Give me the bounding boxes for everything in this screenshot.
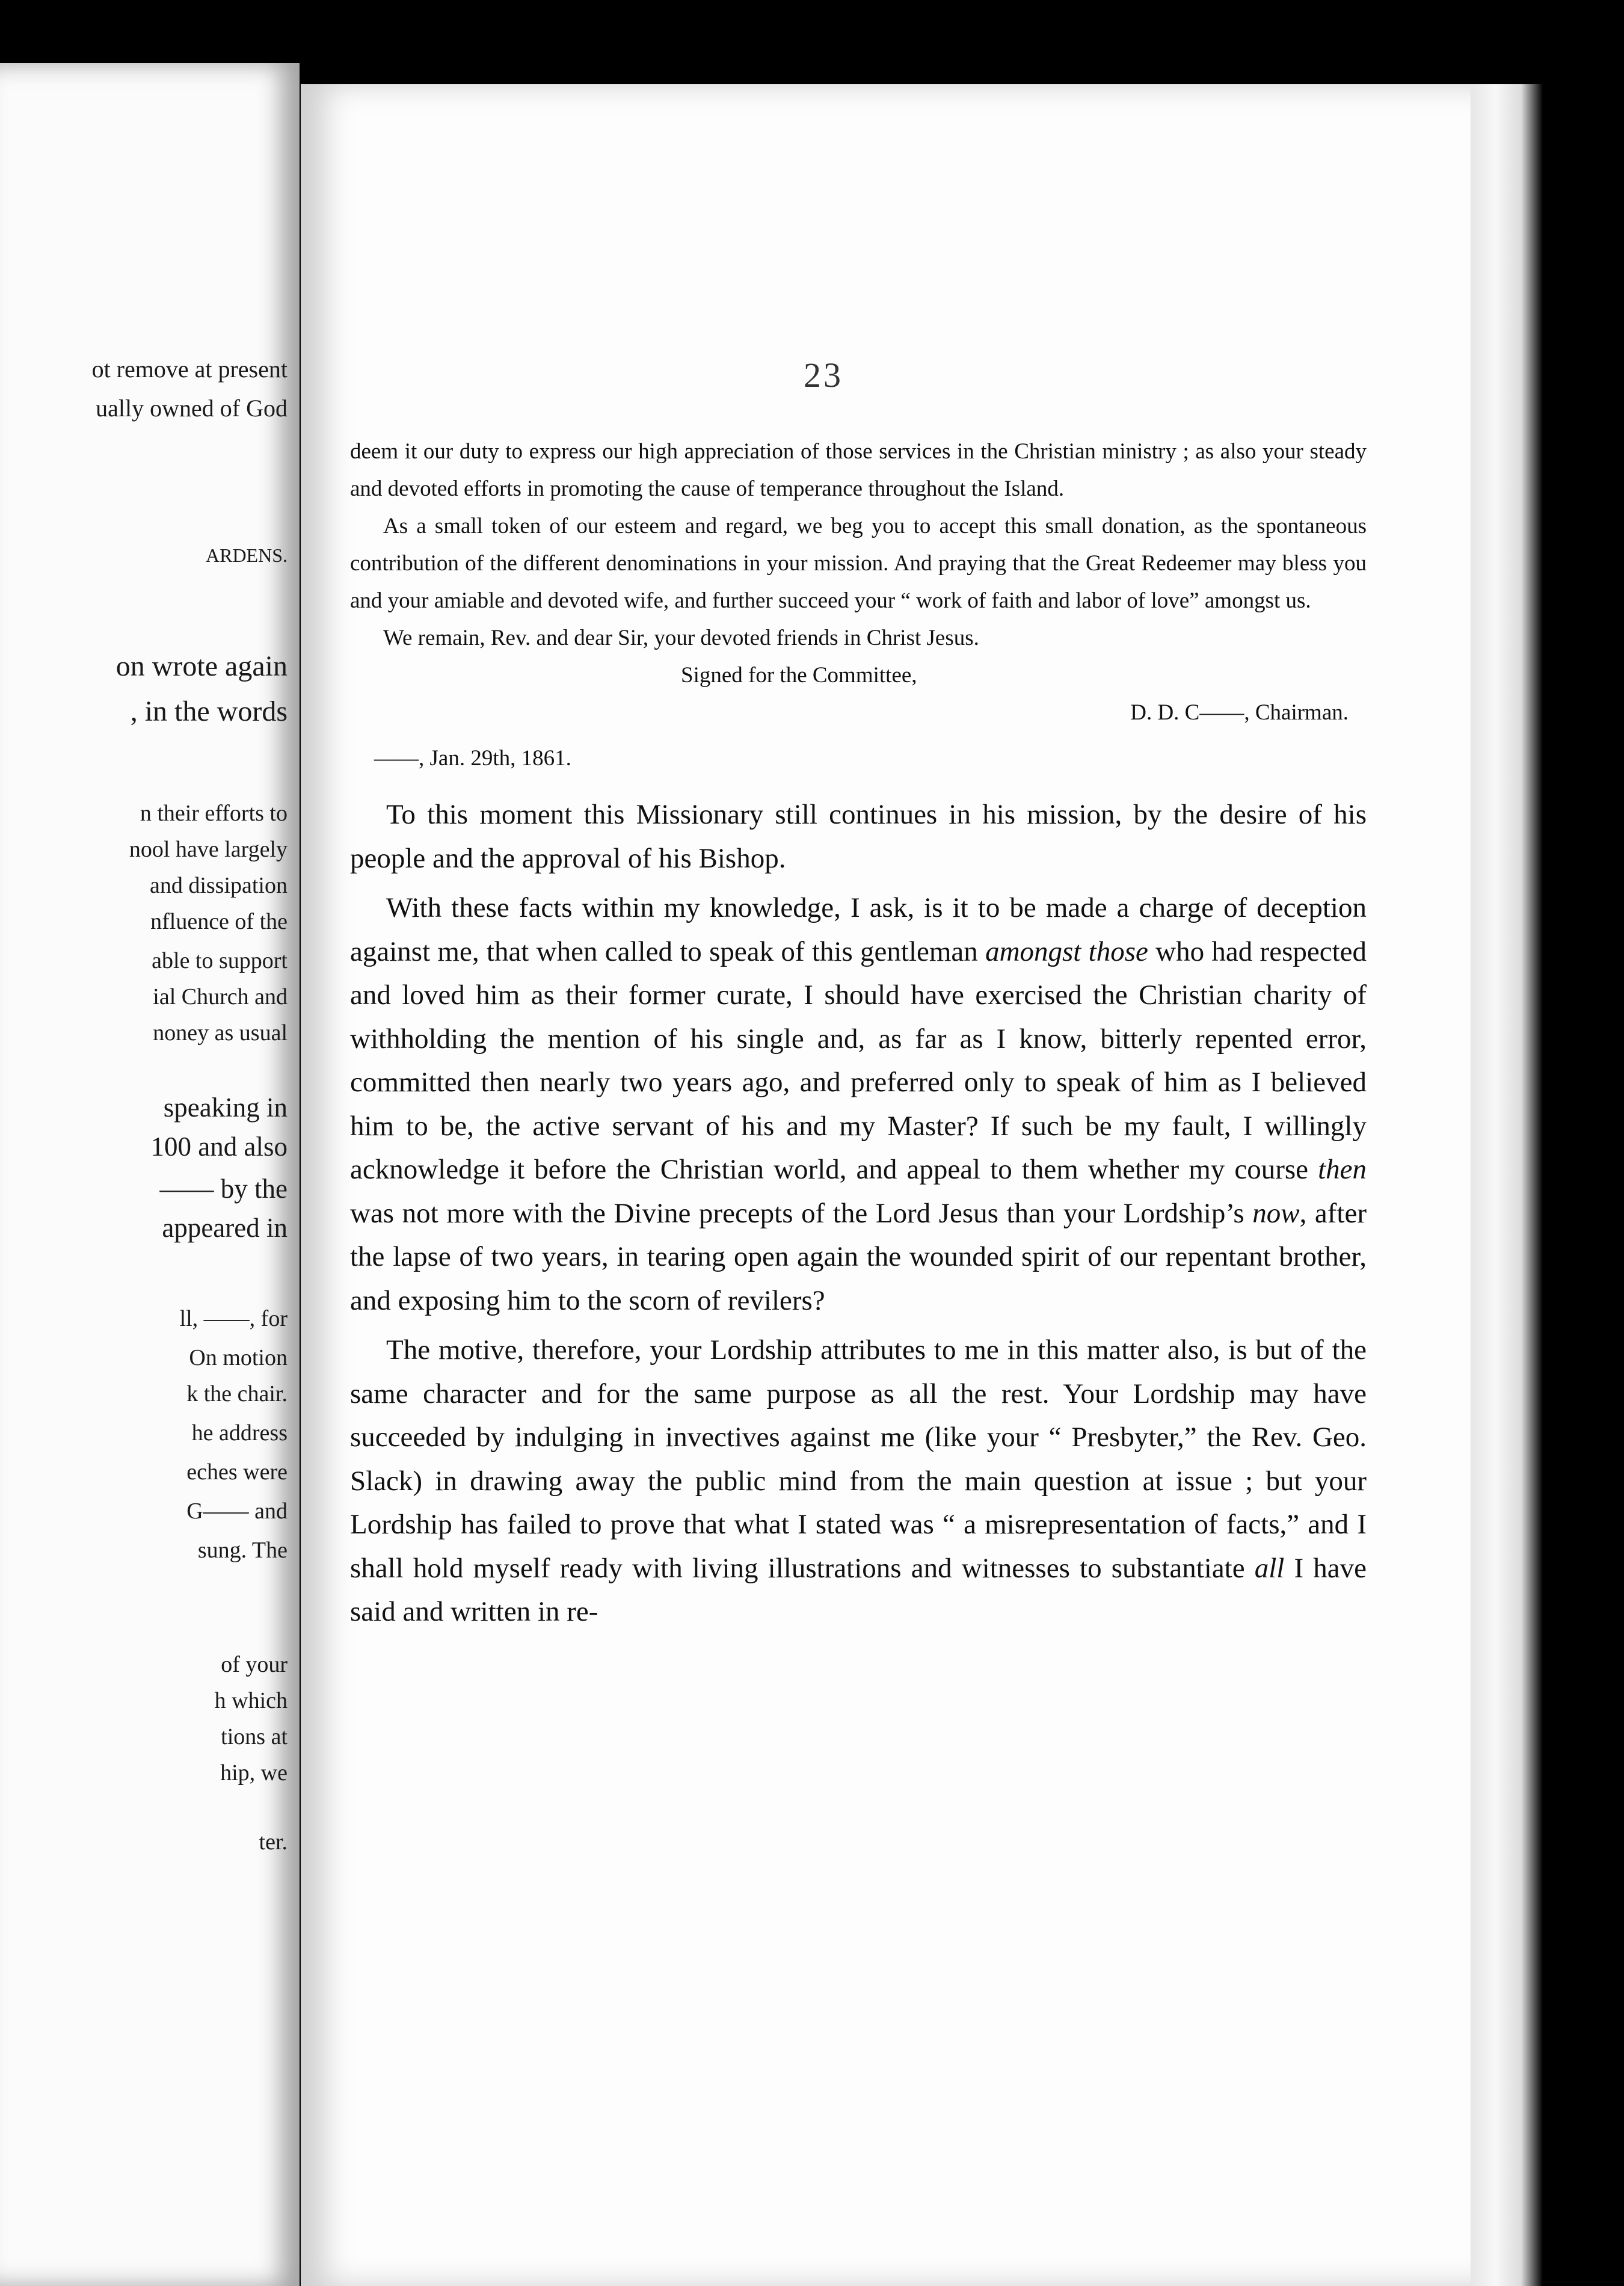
left-page-text-fragment: 100 and also — [150, 1132, 288, 1162]
left-page-text-fragment: On motion — [189, 1345, 288, 1370]
body-paragraph: To this moment this Missionary still continues in his mission, by the desire of his people and the approval of his Bishop. — [350, 799, 1367, 874]
left-page-text-fragment: ial Church and — [153, 984, 288, 1009]
left-page-text-fragment: nool have largely — [129, 837, 288, 862]
left-page-text-fragment: , in the words — [130, 695, 288, 727]
emphasis: then — [1318, 1154, 1367, 1185]
left-page-text-fragment: ll, ——, for — [179, 1306, 288, 1331]
left-page-text-fragment: on wrote again — [115, 650, 288, 682]
left-page-text-fragment: ot remove at present — [91, 356, 288, 383]
emphasis: all — [1254, 1552, 1285, 1584]
left-page-text-fragment: ually owned of God — [96, 395, 288, 422]
left-page-text-fragment: noney as usual — [153, 1020, 288, 1046]
letter-signed-line: Signed for the Committee, — [681, 663, 917, 688]
left-page-text-fragment: sung. The — [197, 1538, 288, 1563]
emphasis: now — [1252, 1197, 1300, 1229]
letter-chairman: D. D. C——, Chairman. — [1130, 700, 1349, 725]
letter-date: ——, Jan. 29th, 1861. — [374, 746, 571, 771]
left-page-text-fragment: h which — [214, 1688, 288, 1713]
left-page-text-fragment: speaking in — [163, 1092, 288, 1123]
left-page-text-fragment: —— by the — [159, 1174, 288, 1204]
body-paragraph: With these facts within my knowledge, I ask, is it to be made a charge of deception against me, that when called to speak of this gentleman amongst those who had respected and loved him as their former curate, I should have exercised the Christian charity of withholding the mention of his single and, as far as I know, bitterly repented error, committed then nearly two years ago, and preferred only to speak of him as I believed him to be, the active servant of his and my Master? If such be my fault, I willingly acknowledge it before the Christian world, and appeal to them whether my course then was not more with the Divine precepts of the Lord Jesus than your Lordship’s now, after the lapse of two years, in tearing open again the wounded spirit of our repentant brother, and exposing him to the scorn of revilers? — [350, 892, 1367, 1316]
letter-paragraph: As a small token of our esteem and regard, we beg you to accept this small donation, as the spontaneous contribution of the different denominations in your mission. And praying that the Great Redeemer may bless you and your amiable and devoted wife, and further succeed your “ work of faith and labor of love” amongst us. — [350, 514, 1367, 613]
left-page-text-fragment: n their efforts to — [140, 801, 288, 826]
left-page-text-fragment: of your — [221, 1652, 288, 1677]
left-page-text-fragment: ter. — [259, 1829, 288, 1855]
body-paragraph: The motive, therefore, your Lordship attributes to me in this matter also, is but of the same character and for the same purpose as all the rest. Your Lordship may have succeeded by indulging in invectives against me (like your “ Presbyter,” the Rev. Geo. Slack) in drawing away the public mind from the main question at issue ; but your Lordship has failed to prove that what I stated was “ a misrepresentation of facts,” and I shall hold myself ready with living illustrations and witnesses to substantiate all I have said and written in re- — [350, 1334, 1367, 1627]
left-page-text-fragment: and dissipation — [149, 873, 288, 898]
left-page-text-fragment: k the chair. — [186, 1381, 288, 1406]
left-page-text-fragment: appeared in — [162, 1213, 288, 1243]
page-edge-shadow — [1471, 84, 1543, 2286]
left-page-text-fragment: G—— and — [186, 1499, 288, 1524]
left-page-text-fragment: hip, we — [220, 1760, 288, 1785]
left-page-text-fragment: he address — [191, 1420, 288, 1446]
left-page-text-fragment: nfluence of the — [150, 909, 288, 934]
page-text — [350, 433, 1367, 1634]
left-page-text-fragment: eches were — [186, 1459, 288, 1485]
left-page-text-fragment: tions at — [221, 1724, 288, 1749]
emphasis: amongst those — [985, 935, 1148, 967]
page-right — [301, 84, 1474, 2286]
letter-closing: We remain, Rev. and dear Sir, your devoted friends in Christ Jesus. — [383, 626, 979, 650]
left-page-text-fragment: ARDENS. — [205, 544, 288, 566]
facing-page-left — [0, 63, 300, 2286]
page-number: 23 — [804, 356, 843, 395]
left-page-text-fragment: able to support — [152, 948, 288, 973]
letter-paragraph: deem it our duty to express our high appreciation of those services in the Christian ministry ; as also your steady and devoted efforts in promoting the cause of temperance throughout the Island. — [350, 439, 1367, 501]
